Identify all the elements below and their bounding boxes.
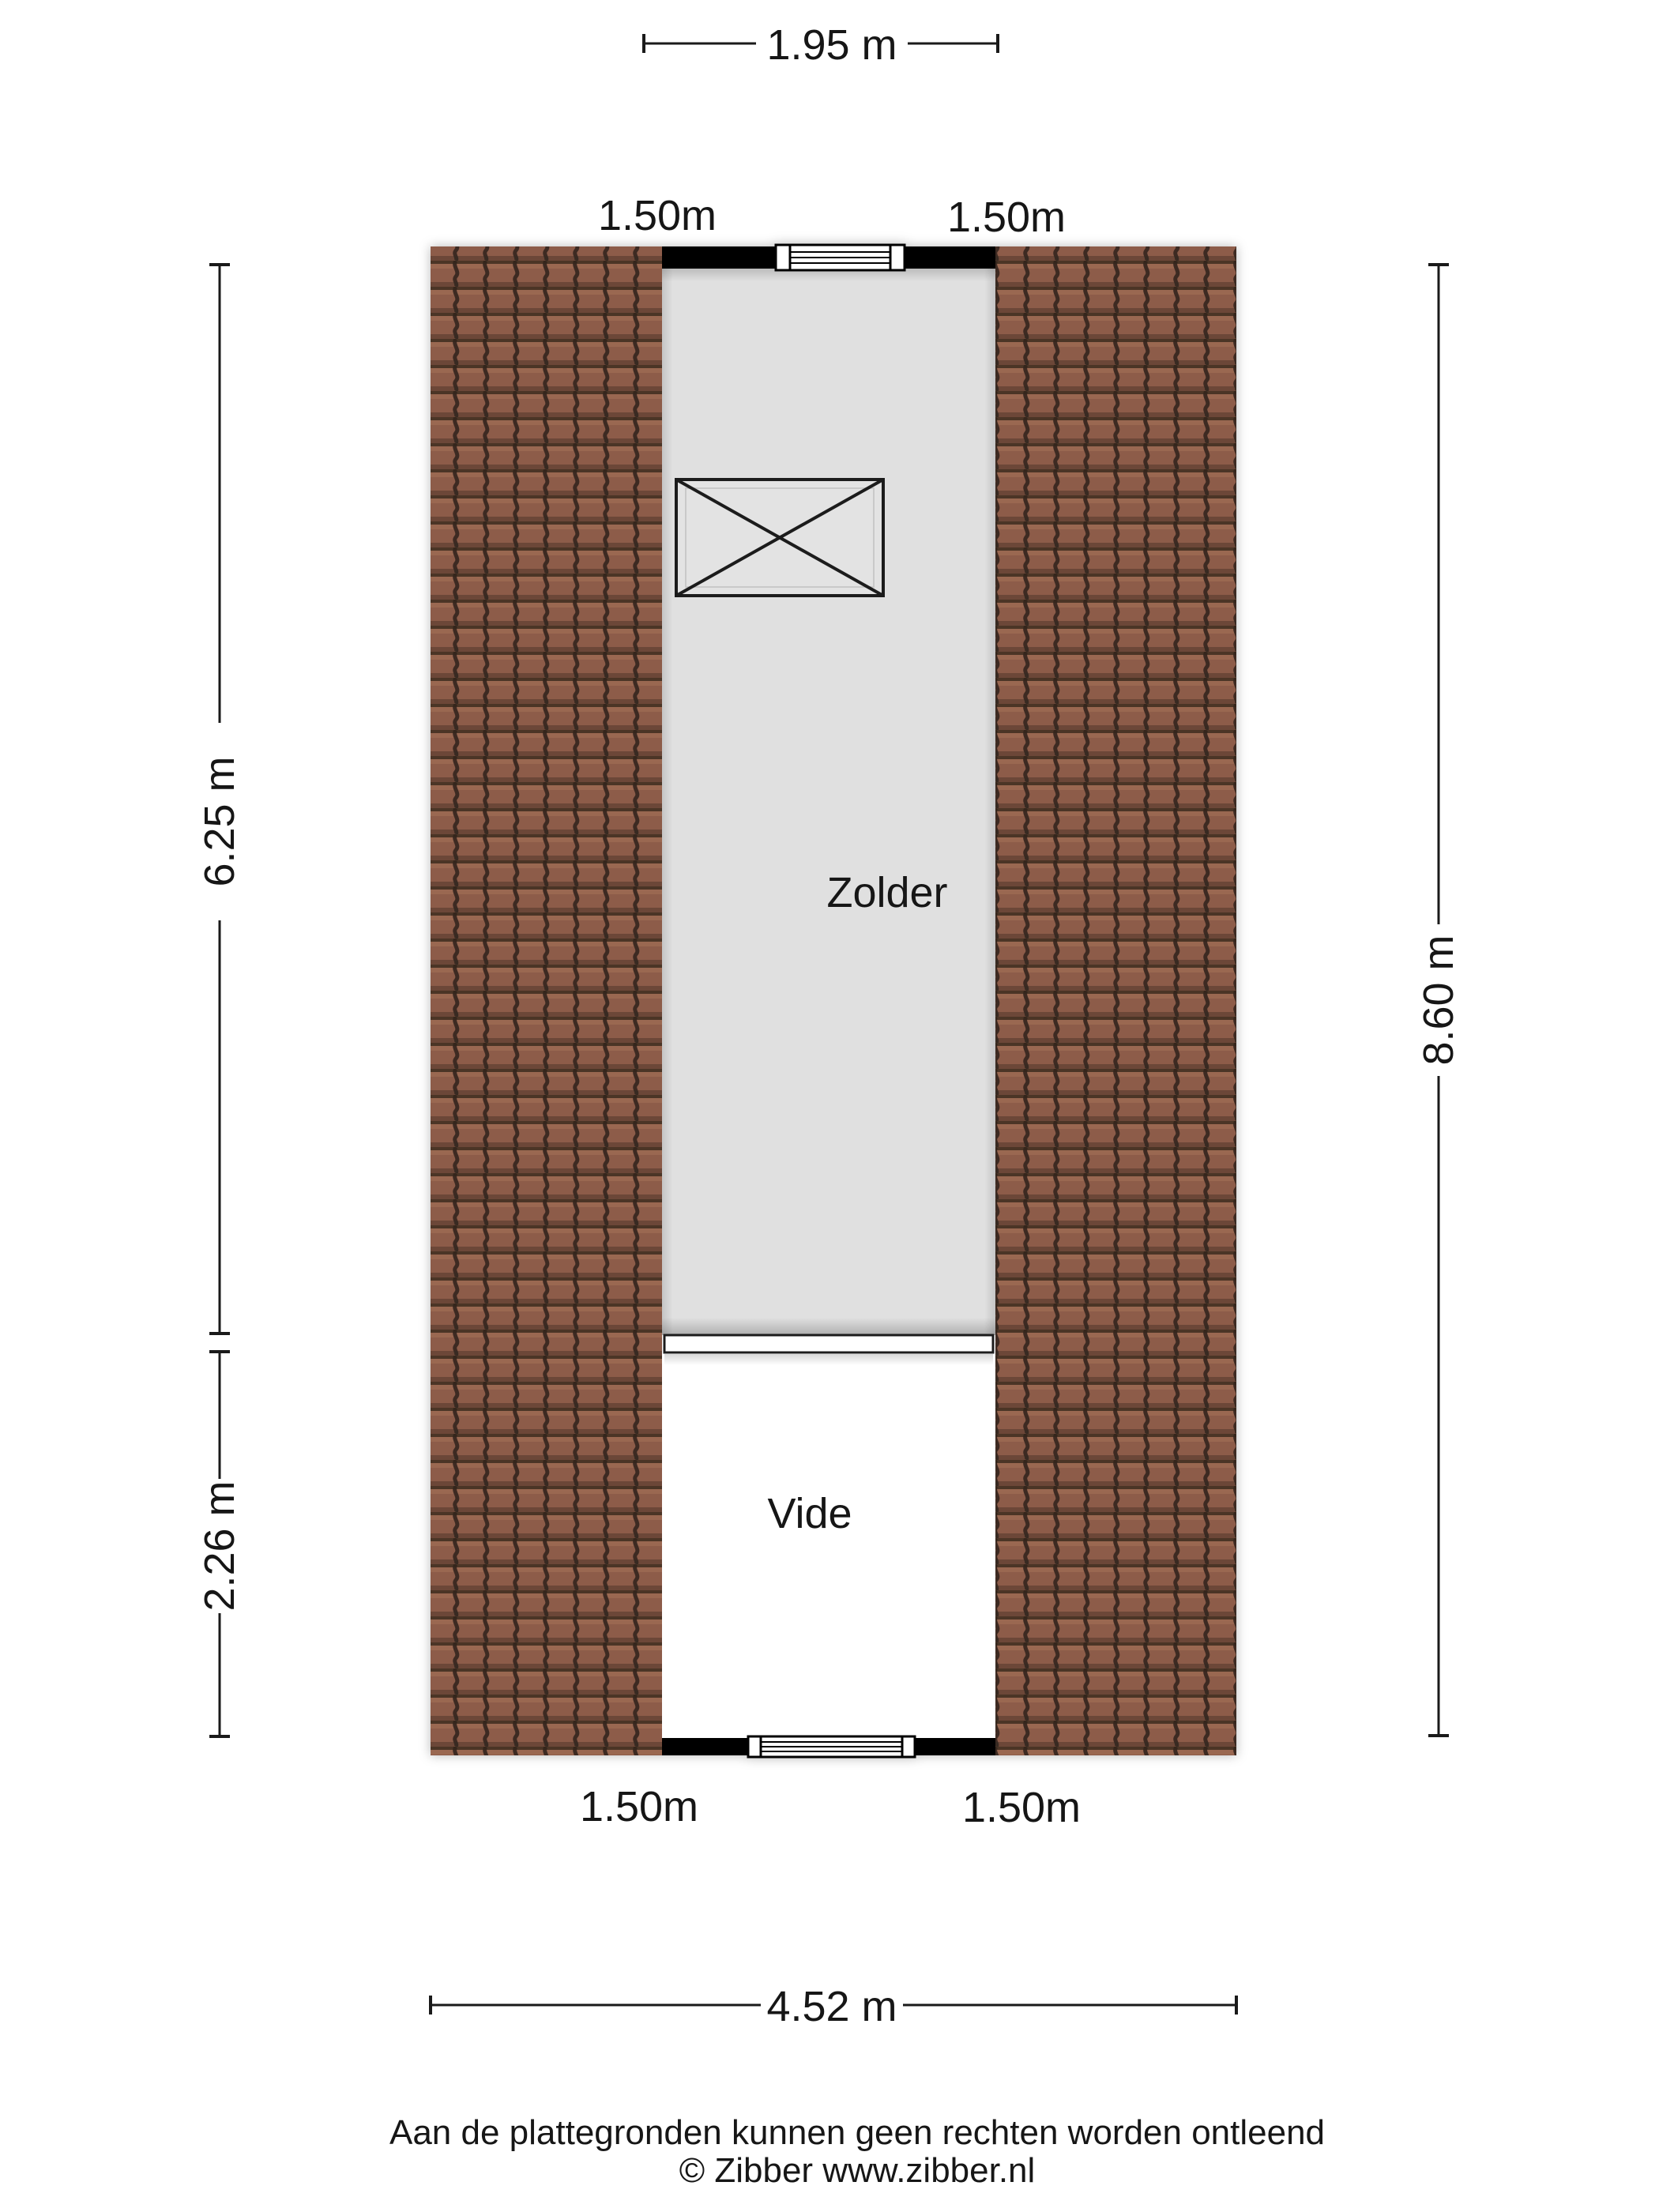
dimension-bottom-label: 4.52 m xyxy=(766,1983,897,2030)
room-zolder-floor xyxy=(662,246,995,1335)
footer-disclaimer: Aan de plattegronden kunnen geen rechten worden ontleend xyxy=(389,2113,1326,2152)
dimension-right-label: 8.60 m xyxy=(1415,935,1462,1066)
dimension-left-upper-label: 6.25 m xyxy=(196,756,243,887)
zolder-right-shadow xyxy=(984,269,995,1334)
wall-top xyxy=(662,245,995,270)
zolder-bottom-shadow xyxy=(662,1318,995,1335)
roof-right xyxy=(995,246,1236,1755)
wall-bottom xyxy=(662,1736,995,1757)
window-top xyxy=(776,245,905,270)
zolder-vide-divider xyxy=(664,1335,993,1352)
dimension-top-label: 1.95 m xyxy=(766,21,897,69)
room-vide-floor xyxy=(662,1352,995,1738)
dimension-left-lower-label: 2.26 m xyxy=(196,1480,243,1612)
room-label-vide: Vide xyxy=(767,1490,852,1537)
roof-width-label-bottom-right: 1.50m xyxy=(961,1784,1082,1831)
stairs-opening xyxy=(676,480,883,596)
zolder-left-shadow xyxy=(662,269,673,1334)
room-label-zolder: Zolder xyxy=(826,869,948,916)
footer-credit: © Zibber www.zibber.nl xyxy=(679,2151,1036,2190)
roof-left xyxy=(431,246,662,1755)
roof-width-label-bottom-left: 1.50m xyxy=(579,1783,699,1830)
roof-width-label-top-right: 1.50m xyxy=(946,194,1066,241)
roof-width-label-top-left: 1.50m xyxy=(597,192,717,239)
window-bottom xyxy=(748,1736,915,1757)
vide-top-shadow xyxy=(664,1354,993,1365)
